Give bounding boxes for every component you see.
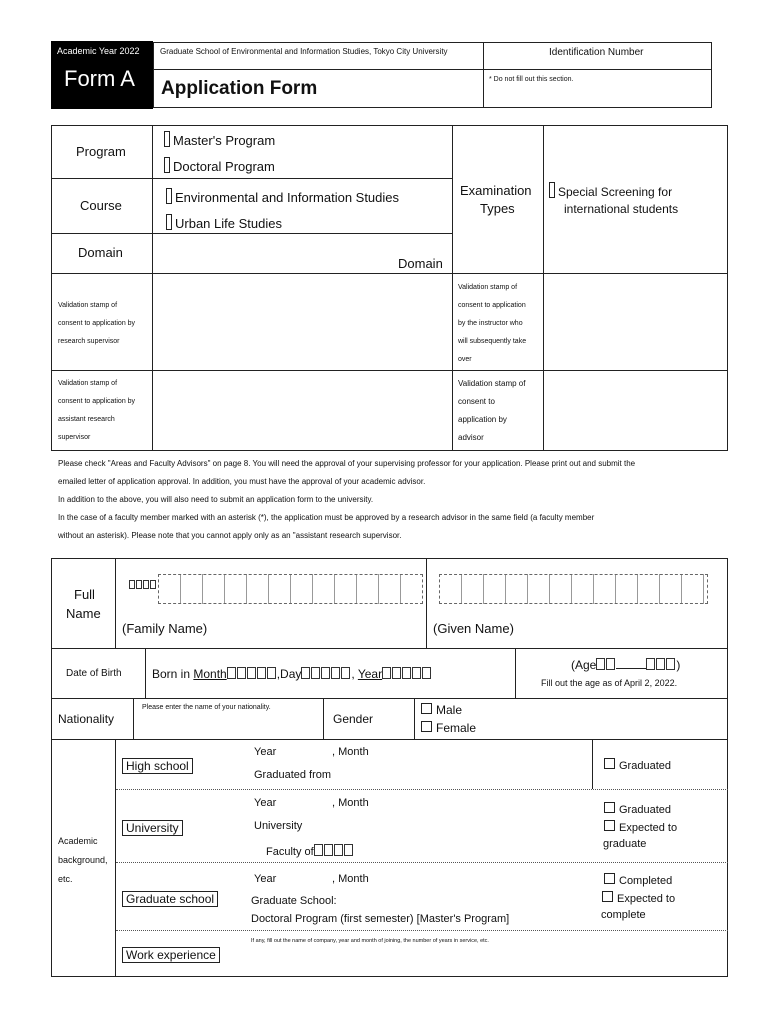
domain-label: Domain — [78, 245, 123, 260]
furigana-marks — [129, 580, 157, 590]
school-name: Graduate School of Environmental and Information Studies, Tokyo City University — [160, 47, 448, 56]
graduate-school-label: Graduate school — [122, 891, 218, 907]
age-note: Fill out the age as of April 2, 2022. — [541, 678, 678, 688]
checkbox-icon — [604, 820, 615, 831]
gs-year-label: Year — [254, 873, 277, 885]
gs-completed-option[interactable]: Completed — [604, 873, 672, 887]
exam-types-label-2: Types — [480, 201, 515, 216]
gs-month-label: , Month — [332, 873, 369, 885]
stamp-advisor-field[interactable] — [544, 371, 727, 450]
program-option-masters[interactable]: Master's Program — [164, 131, 275, 148]
checkbox-icon — [604, 873, 615, 884]
uni-graduated-option[interactable]: Graduated — [604, 802, 671, 816]
gender-female-option[interactable]: Female — [421, 721, 476, 735]
stamp-assistant-supervisor-field[interactable] — [153, 371, 452, 450]
uni-faculty[interactable]: Faculty of — [266, 844, 354, 858]
university-label: University — [122, 820, 183, 836]
checkbox-icon — [166, 214, 172, 230]
stamp-instructor-label: Validation stamp of consent to application by the instructor who will subsequently take over — [458, 284, 527, 363]
stamp-advisor-label: Validation stamp of consent to application by advisor — [458, 379, 526, 442]
uni-year-label: Year — [254, 797, 277, 809]
work-experience-label: Work experience — [122, 947, 220, 963]
checkbox-icon — [604, 758, 615, 769]
age-input[interactable]: (Age ) — [571, 658, 681, 672]
full-name-label-1: Full — [74, 587, 95, 602]
dob-input[interactable]: Born in Month ,Day , Year — [152, 667, 432, 681]
instructions: Please check "Areas and Faculty Advisors" on page 8. You will need the approval of your supervising professor for your application. Please print out and submit the emailed letter of application approval. In addition, you must have the approval of your academic advisor. In addition to the above, you will also need to submit an application form to the university. In the case of a faculty member marked with an asterisk (*), the application must be approved by a research advisor in the same field (a faculty member without an asterisk). Please note that you cannot apply only as an "assistant research supervisor. — [58, 459, 636, 540]
uni-university-text: University — [254, 820, 303, 832]
nationality-hint: Please enter the name of your nationality. — [142, 704, 271, 711]
hs-graduated-option[interactable]: Graduated — [604, 758, 671, 772]
page-title: Application Form — [161, 78, 318, 99]
gs-program-text: Doctoral Program (first semester) [Master's Program] — [251, 913, 510, 925]
stamp-assistant-supervisor-label: Validation stamp of consent to application by assistant research supervisor — [58, 380, 136, 441]
id-number-input[interactable] — [483, 69, 712, 108]
stamp-research-supervisor-field[interactable] — [153, 274, 452, 370]
uni-expected-option[interactable]: Expected to — [604, 820, 677, 834]
stamp-research-supervisor-label: Validation stamp of consent to application by research supervisor — [58, 302, 136, 345]
full-name-label-2: Name — [66, 606, 101, 621]
gs-expected-option[interactable]: Expected to — [602, 891, 675, 905]
work-experience-input[interactable] — [240, 946, 726, 975]
high-school-label: High school — [122, 758, 193, 774]
program-label: Program — [76, 144, 126, 159]
course-option-urban[interactable]: Urban Life Studies — [166, 214, 282, 231]
special-screening-option[interactable]: Special Screening for — [549, 182, 672, 199]
stamp-instructor-field[interactable] — [544, 274, 727, 370]
family-name-kana-boxes[interactable] — [158, 574, 423, 604]
checkbox-icon — [602, 891, 613, 902]
id-note: * Do not fill out this section. — [489, 76, 574, 83]
checkbox-icon — [549, 182, 555, 198]
checkbox-icon — [421, 721, 432, 732]
domain-suffix: Domain — [398, 256, 443, 271]
gender-male-option[interactable]: Male — [421, 703, 462, 717]
id-number-label: Identification Number — [549, 47, 644, 58]
gs-school-text: Graduate School: — [251, 895, 337, 907]
course-option-environmental[interactable]: Environmental and Information Studies — [166, 188, 399, 205]
uni-expected-line-2: graduate — [603, 838, 647, 850]
program-option-doctoral[interactable]: Doctoral Program — [164, 157, 275, 174]
dob-label: Date of Birth — [66, 668, 122, 679]
checkbox-icon — [164, 131, 170, 147]
hs-graduated-from: Graduated from — [254, 769, 332, 781]
special-screening-line-2: international students — [564, 202, 679, 216]
checkbox-icon — [604, 802, 615, 813]
gs-expected-line-2: complete — [601, 909, 646, 921]
given-name-kana-boxes[interactable] — [439, 574, 708, 604]
hs-month-label: , Month — [332, 746, 369, 758]
checkbox-icon — [164, 157, 170, 173]
checkbox-icon — [421, 703, 432, 714]
work-note: If any, fill out the name of company, year and month of joining, the number of years in service, etc. — [251, 938, 489, 944]
gender-label: Gender — [333, 712, 374, 726]
exam-types-label-1: Examination — [460, 183, 532, 198]
nationality-label: Nationality — [58, 712, 115, 726]
uni-month-label: , Month — [332, 797, 369, 809]
academic-background-label: Academic background, etc. — [58, 836, 108, 884]
academic-year: Academic Year 2022 — [57, 46, 140, 56]
given-name-label: (Given Name) — [433, 621, 514, 636]
course-label: Course — [80, 198, 122, 213]
hs-year-label: Year — [254, 746, 277, 758]
form-label: Form A — [64, 66, 135, 91]
checkbox-icon — [166, 188, 172, 204]
family-name-label: (Family Name) — [122, 621, 208, 636]
